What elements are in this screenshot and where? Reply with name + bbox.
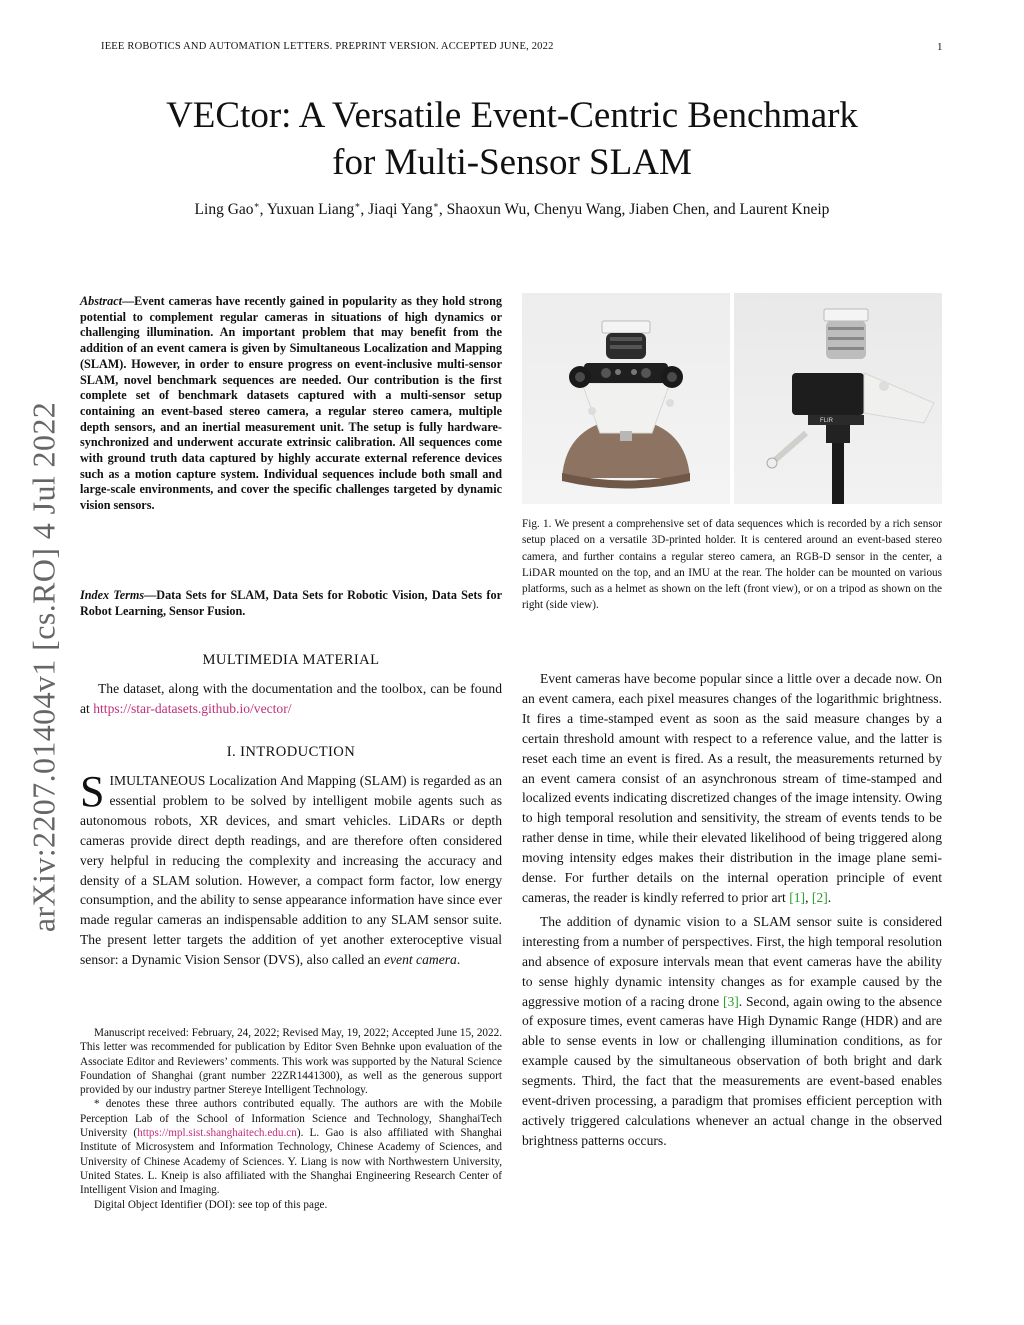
figure-1 [522,293,942,504]
abstract-lead: Abstract [80,294,122,308]
equal-contrib-mark: ∗ [253,200,260,210]
index-terms-text: —Data Sets for SLAM, Data Sets for Robotic Vision, Data Sets for Robot Learning, Sensor Fusion. [80,588,502,618]
arxiv-stamp [14,372,74,962]
citation-link[interactable]: [3] [722,993,739,1009]
para1-end: . [827,889,832,905]
section-heading-introduction: I. INTRODUCTION [226,744,356,760]
index-terms-lead: Index Terms [80,588,145,602]
footnote-affil-start: * denotes these three authors contributed equally. The authors are with the Mobile Perception Lab of the School of Information Science and Technology, ShanghaiTech University ( [80,1098,502,1140]
footnote-affil-end: ). L. Gao is also affiliated with Shanghai Institute of Microsystem and Information Technology, Chinese Academy of Sciences, and University of Chinese Academy of Sciences. Y. Liang is now with Northwestern University, United States. L. Kneip is also affiliated with the Shanghai Engineering Research Center of Intelligent Vision and Imaging. [80,1127,502,1197]
abstract [80,294,502,514]
para2-end: . Second, again owing to the absence of exposure times, event cameras have High Dynamic Range (HDR) and are able to sense events in low or challenging illumination conditions, as for example caused by the simultaneous observation of both bright and dark segments. Third, the fact that the measurements are event-based enables event-driven processing, a paradigm that promises efficient perception with actively triggered calculations whenever an actual change in the observed brightness patterns occurs. [522,993,942,1148]
page-number: 1 [937,41,943,53]
equal-contrib-mark: ∗ [432,200,439,210]
intro-italic: event camera [383,952,457,968]
section-heading-multimedia: MULTIMEDIA MATERIAL [202,652,380,668]
introduction-paragraph [80,767,502,970]
citation-link[interactable]: [2] [811,889,828,905]
title-line-1: VECtor: A Versatile Event-Centric Benchmark [166,95,858,136]
drop-cap: S [80,767,105,816]
footnote-affiliations [80,1097,502,1197]
lab-link[interactable]: https://mpl.sist.shanghaitech.edu.cn [137,1127,297,1140]
title-line-2: for Multi-Sensor SLAM [332,142,692,183]
right-column-text [522,669,942,1155]
figure-caption: Fig. 1. We present a comprehensive set of data sequences which is recorded by a rich sensor setup placed on a versatile 3D-printed holder. It is centered around an event-based stereo camera, and further contains a regular stereo camera, an RGB-D sensor in the center, a LiDAR mounted on the top, and an IMU at the rear. The holder can be mounted on various platforms, such as a helmet as shown on the left (front view), or on a tripod as shown on the right (side view). [522,518,942,612]
abstract-text: —Event cameras have recently gained in popularity as they hold strong potential to complement regular cameras in situations of high dynamics or challenging illumination. An important problem that may benefit from the addition of an event camera is given by Simultaneous Localization and Mapping (SLAM). However, in order to ensure progress on event-inclusive multi-sensor SLAM, novel benchmark sequences are needed. Our contribution is the first complete set of benchmark datasets captured with a multi-sensor setup containing an event-based stereo camera, a regular stereo camera, multiple depth sensors, and an inertial measurement unit. The setup is fully hardware-synchronized and underwent accurate extrinsic calibration. All sequences come with ground truth data captured by highly accurate external reference devices such as a motion capture system. Individual sequences include both small and large-scale environments, and cover the specific challenges targeted by dynamic vision sensors. [80,294,502,513]
citation-link[interactable]: [1] [789,889,806,905]
author: Ling Gao [194,201,254,219]
intro-first-word: IMULTANEOUS [109,773,206,788]
equal-contrib-mark: ∗ [354,200,361,210]
footnote-doi: Digital Object Identifier (DOI): see top of this page. [94,1198,328,1211]
helmet-rig-photo [522,293,730,504]
multimedia-paragraph [80,679,502,719]
arxiv-id: arXiv:2207.01404v1 [cs.RO] 4 Jul 2022 [25,401,62,933]
footnote-manuscript: Manuscript received: February, 24, 2022; Revised May, 19, 2022; Accepted June 15, 2022. This letter was recommended for publication by Editor Sven Behnke upon evaluation of the Associate Editor and Reviewers’ comments. This work was supported by the Natural Science Foundation of Shanghai (grant number 22ZR1441300), as well as the generous support provided by our industry partner Stereye Intelligent Technology. [80,1027,502,1097]
paragraph-dynamic-vision [522,912,942,1151]
tripod-rig-photo [734,293,942,504]
author: Yuxuan Liang [266,201,355,219]
intro-text: Localization And Mapping (SLAM) is regarded as an essential problem to be solved by intelligent mobile agents such as autonomous robots, XR devices, and smart vehicles. LiDARs or depth cameras provide direct depth readings, and are therefore often considered very helpful in reducing the complexity and increasing the accuracy and density of a SLAM solution. However, a compact form factor, low energy consumption, and the ability to sense appearance information have since ever made regular cameras an indispensable addition to any SLAM sensor suite. The present letter targets the addition of yet another exteroceptive visual sensor: a Dynamic Vision Sensor (DVS), also called an [80,773,502,968]
author: Jiaqi Yang [368,201,433,219]
footnotes [80,1026,502,1212]
running-header: IEEE ROBOTICS AND AUTOMATION LETTERS. PREPRINT VERSION. ACCEPTED JUNE, 2022 [101,41,554,52]
index-terms [80,588,502,619]
paragraph-event-cameras [522,669,942,908]
para1-text: Event cameras have become popular since a little over a decade now. On an event camera, each pixel measures changes of the logarithmic brightness. It fires a time-stamped event as soon as the said measure changes by a certain threshold amount with respect to a reference value, and the latter is reset each time an event is fired. As a result, the measurements returned by an event camera consist of an asynchronous stream of time-stamped and localized events indicating discretized changes of the image intensity. Owing to high temporal resolution and sensitivity, the stream of events tends to be rather dense in time, while their elevated likelihood of being triggered along moving intensity edges makes their distribution in the image plane semi-dense. For further details on the internal operation principle of event cameras, the reader is kindly referred to prior art [522,671,942,905]
author-list: Ling Gao∗, Yuxuan Liang∗, Jiaqi Yang∗, Shaoxun Wu, Chenyu Wang, Jiaben Chen, and Laurent Kneip [194,200,830,219]
flir-label: FLIR [820,418,834,424]
para2-text: The addition of dynamic vision to a SLAM sensor suite is considered interesting from a number of perspectives. First, the high temporal resolution and absence of exposure intervals mean that event cameras have the ability to sense highly dynamic intensity changes as for example caused by the aggressive motion of a racing drone [522,913,942,1009]
multimedia-text: The dataset, along with the documentation and the toolbox, can be found at [80,681,502,716]
dataset-link[interactable]: https://star-datasets.github.io/vector/ [93,700,292,716]
intro-end: . [456,952,461,968]
citation-sep: , [805,889,812,905]
author: Shaoxun Wu, Chenyu Wang, Jiaben Chen, and Laurent Kneip [446,201,830,219]
paper-title [80,92,944,186]
